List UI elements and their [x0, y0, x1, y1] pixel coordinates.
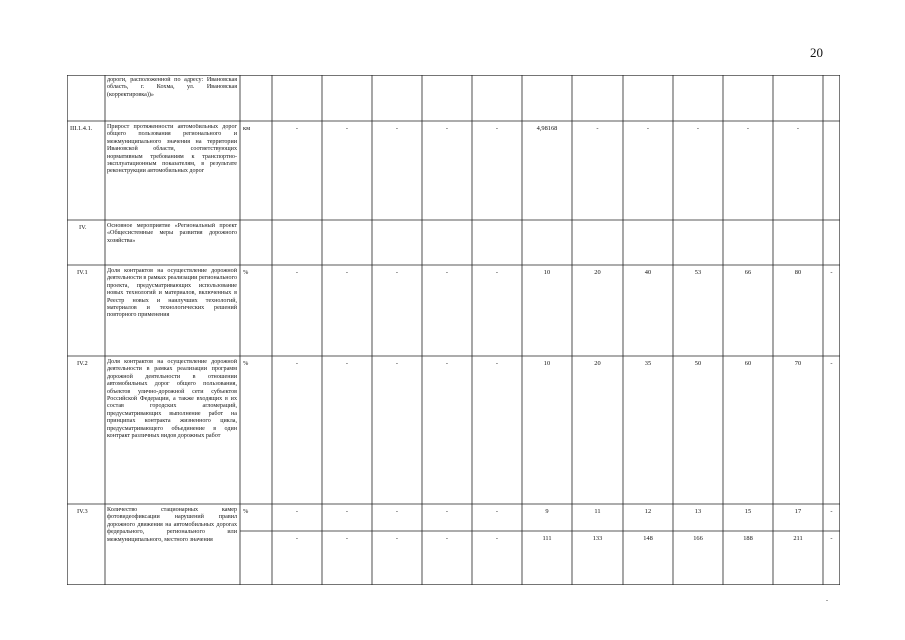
value-cell: -	[495, 535, 499, 542]
value-cell: -	[395, 269, 399, 276]
value-cell: 66	[744, 269, 752, 276]
value-cell: -	[495, 269, 499, 276]
value-cell: 50	[694, 360, 702, 367]
value-cell: 40	[644, 269, 652, 276]
value-cell: -	[796, 125, 800, 132]
row-1-text: Прирост протяженности автомобильных дорог общего пользования регионального и межмуниципального значения на территории Ивановской области, соответствующих нормативным требованиям к транспортно-эксплуатационным показателям, в результате реконструкции автомобильных дорог	[107, 124, 237, 175]
value-cell: -	[445, 269, 449, 276]
value-cell: -	[345, 269, 349, 276]
value-cell: 133	[592, 535, 603, 542]
value-cell: -	[295, 360, 299, 367]
value-cell: -	[495, 508, 499, 515]
value-cell: -	[395, 125, 399, 132]
row-5-text: Количество стационарных камер фотовидеофиксации нарушений правил дорожного движения на автомобильных дорогах федерального, регионального или межмуниципального, местного значения	[107, 507, 237, 543]
value-cell: -	[445, 125, 449, 132]
value-cell: -	[395, 508, 399, 515]
row-4-text: Доля контрактов на осуществление дорожной деятельности в рамках реализации программ дорожной деятельности в отношении автомобильных дорог общего пользования, объектов улично-дорожной сети субъектов Российской Федерации, а также входящих в их состав городских агломераций, предусматривающих выполнение работ на принципах контракта жизненного цикла, предусматривающего объединение в один контракт различных видов дорожных работ	[107, 359, 237, 440]
indicators-table	[67, 75, 840, 585]
value-cell: 111	[542, 535, 552, 542]
value-cell: -	[395, 360, 399, 367]
value-cell: 17	[794, 508, 802, 515]
value-cell: -	[445, 508, 449, 515]
value-cell: -	[445, 360, 449, 367]
row-2-code: IV.	[79, 224, 87, 231]
value-cell: 53	[694, 269, 702, 276]
value-cell: -	[830, 269, 833, 276]
row-0-text: дороги, расположенной по адресу: Ивановская область, г. Кохма, ул. Ивановская (корректировка))»	[107, 77, 237, 98]
value-cell: 10	[543, 360, 551, 367]
row-4-code: IV.2	[77, 360, 88, 367]
value-cell: -	[495, 125, 499, 132]
value-cell: 188	[743, 535, 753, 542]
value-cell: -	[345, 125, 349, 132]
value-cell: -	[596, 125, 599, 132]
value-cell: -	[295, 269, 299, 276]
row-3-code: IV.1	[77, 269, 88, 276]
row-1-code: III.1.4.1.	[70, 125, 93, 132]
value-cell: 70	[794, 360, 802, 367]
margin-dot: .	[826, 594, 828, 603]
value-cell: 13	[694, 508, 702, 515]
value-cell: -	[830, 535, 833, 542]
value-cell: -	[345, 508, 349, 515]
value-cell: 9	[545, 508, 549, 515]
page-number: 20	[810, 45, 823, 60]
value-cell: 10	[543, 269, 551, 276]
value-cell: -	[395, 535, 399, 542]
value-cell: -	[495, 360, 499, 367]
value-cell: 60	[744, 360, 752, 367]
value-cell: -	[295, 535, 299, 542]
row-4-unit: %	[243, 360, 249, 367]
row-3-text: Доля контрактов на осуществление дорожной деятельности в рамках реализации регионального проекта, предусматривающих использование новых технологий и материалов, включенных в Реестр новых и наилучших технологий, материалов и технологических решений повторного применения	[107, 268, 237, 319]
value-cell: -	[345, 360, 349, 367]
value-cell: -	[646, 125, 650, 132]
value-cell: 12	[644, 508, 652, 515]
value-cell: 20	[594, 269, 601, 276]
value-cell: -	[696, 125, 700, 132]
value-cell: -	[746, 125, 750, 132]
row-1-unit: км	[243, 125, 251, 132]
value-cell: 4,98168	[536, 125, 558, 132]
value-cell: 166	[693, 535, 703, 542]
row-2-text: Основное мероприятие «Региональный проект «Общесистемные меры развития дорожного хозяйства»	[107, 223, 237, 244]
row-5-unit: %	[243, 508, 249, 515]
value-cell: -	[830, 508, 833, 515]
value-cell: 148	[643, 535, 653, 542]
value-cell: -	[830, 360, 833, 367]
value-cell: 35	[644, 360, 652, 367]
value-cell: -	[295, 508, 299, 515]
value-cell: -	[345, 535, 349, 542]
value-cell: 11	[594, 508, 601, 515]
row-5-code: IV.3	[77, 508, 88, 515]
value-cell: -	[445, 535, 449, 542]
value-cell: 211	[793, 535, 803, 542]
value-cell: 20	[594, 360, 601, 367]
value-cell: 15	[744, 508, 752, 515]
row-3-unit: %	[243, 269, 249, 276]
value-cell: 80	[794, 269, 802, 276]
value-cell: -	[295, 125, 299, 132]
